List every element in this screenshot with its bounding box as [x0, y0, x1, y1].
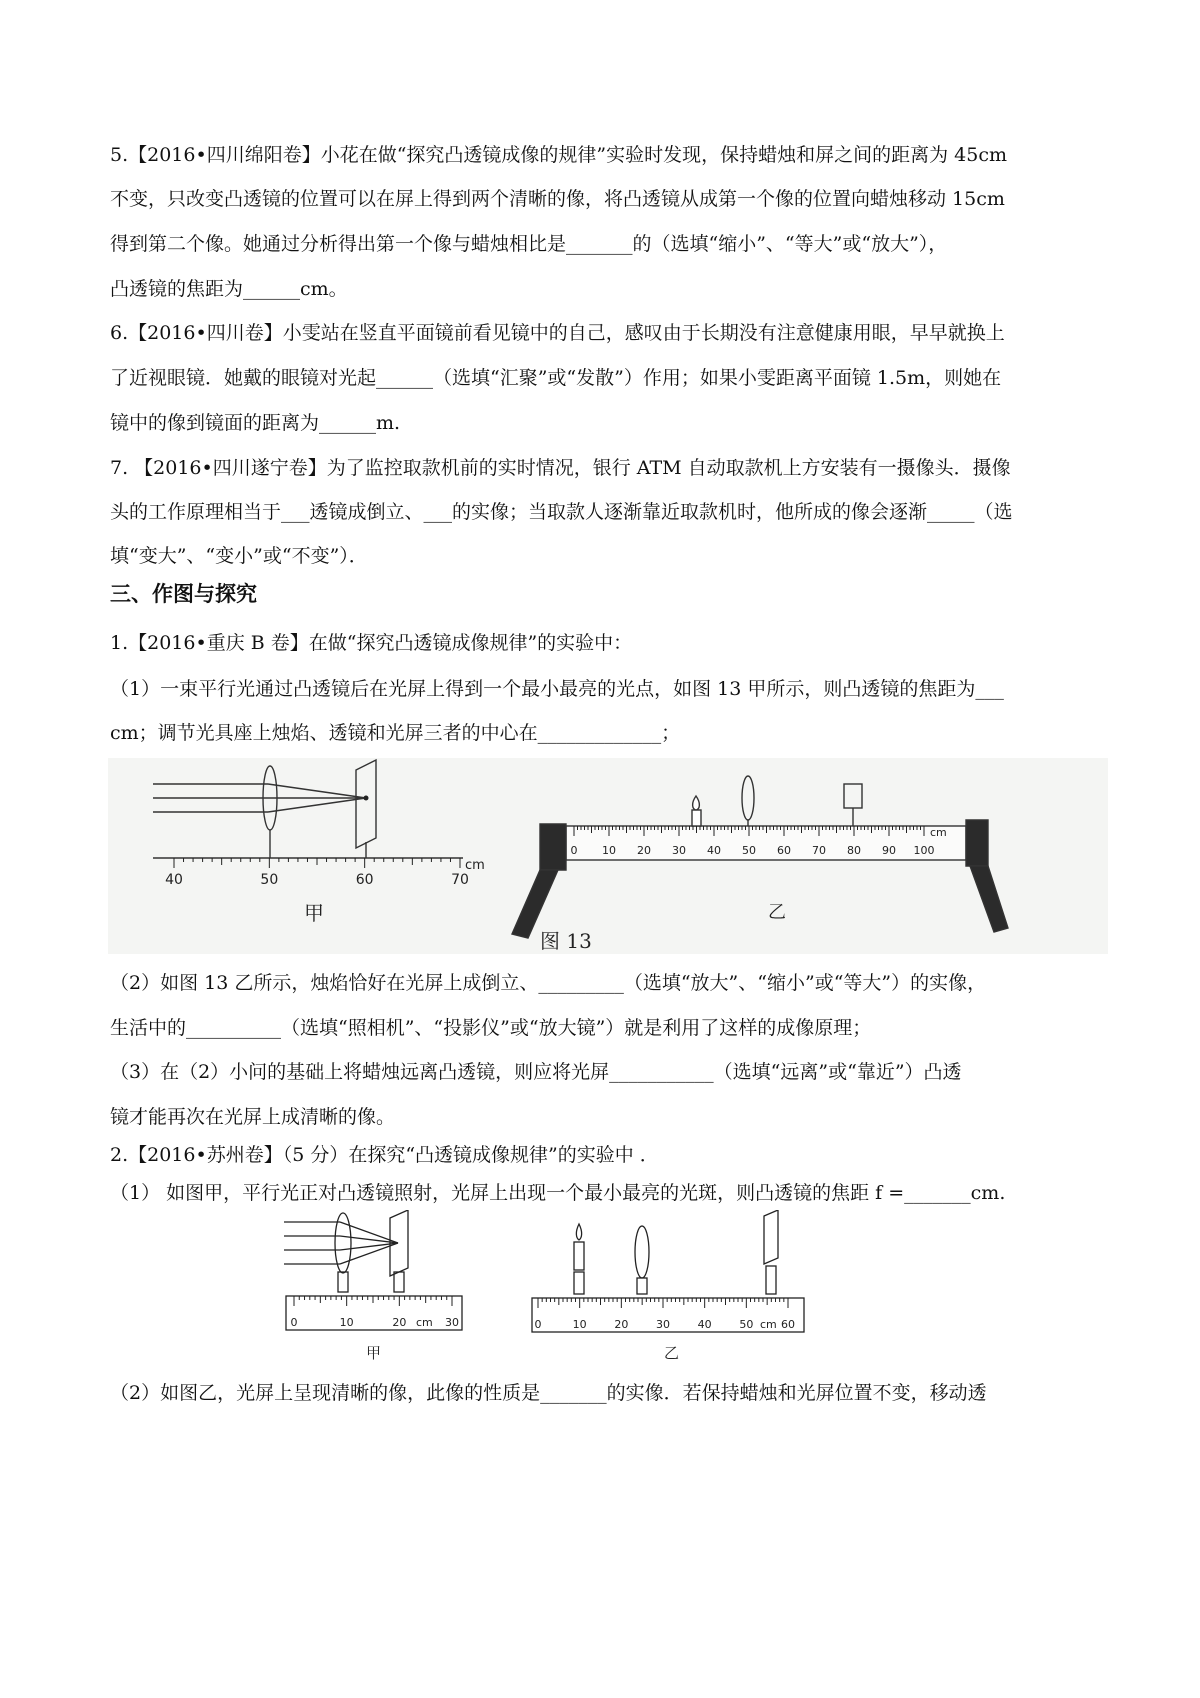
ruler-tick-label: 30 [656, 1318, 670, 1331]
bench-left-end [540, 824, 566, 870]
q5-line-1: 5.【2016•四川绵阳卷】小花在做“探究凸透镜成像的规律”实验时发现，保持蜡烛和屏之间的距离为 45cm [110, 144, 1007, 166]
p2-title: 2.【2016•苏州卷】（5 分）在探究“凸透镜成像规律”的实验中 ． [110, 1144, 659, 1166]
ruler-tick-label: 70 [812, 844, 826, 857]
ruler-tick-label: 50 [739, 1318, 754, 1331]
ruler-tick-label: 70 [451, 872, 469, 888]
fig2-b-candle [574, 1242, 584, 1270]
p1-s2-line-1: （2）如图 13 乙所示，烛焰恰好在光屏上成倒立、_________（选填“放大”、“缩小”或“等大”）的实像， [110, 972, 987, 994]
fig2-a-lens-holder [338, 1272, 348, 1292]
q6-line-2: 了近视眼镜．她戴的眼镜对光起______（选填“汇聚”或“发散”）作用；如果小雯距离平面镜 1.5m，则她在 [110, 367, 1002, 389]
ruler-tick-label: 20 [637, 844, 651, 857]
ruler-tick-label: 10 [339, 1316, 354, 1329]
focus-point [364, 796, 369, 801]
fig13-b-unit: cm [930, 826, 947, 839]
fig13-b-drawing [512, 776, 1008, 938]
fig2-a-label: 甲 [366, 1344, 382, 1362]
p1-s3-line-2: 镜才能再次在光屏上成清晰的像。 [110, 1106, 396, 1128]
ray-3-refracted [268, 798, 366, 812]
ruler-tick-label: 50 [742, 844, 756, 857]
ruler-tick-label: 60 [781, 1318, 795, 1331]
q5-line-2: 不变，只改变凸透镜的位置可以在屏上得到两个清晰的像，将凸透镜从成第一个像的位置向蜡烛移动 15cm [110, 188, 1005, 210]
fig2-b-label: 乙 [664, 1344, 680, 1362]
q7-line-3: 填“变大”、“变小”或“不变”）． [110, 545, 368, 567]
fig13-a-drawing [153, 760, 463, 858]
fig2-a-unit: cm [416, 1316, 433, 1329]
p1-s2-line-2: 生活中的__________（选填“照相机”、“投影仪”或“放大镜”）就是利用了这样的成像原理； [110, 1017, 872, 1039]
ruler-tick-label: 60 [355, 872, 374, 888]
q5-line-4: 凸透镜的焦距为______cm。 [110, 278, 348, 300]
ruler-tick-label: 0 [290, 1316, 298, 1329]
p2-s1: （1） 如图甲，平行光正对凸透镜照射，光屏上出现一个最小最亮的光斑，则凸透镜的焦距 f =_______cm. [110, 1182, 1006, 1204]
ruler-tick-label: 50 [260, 872, 279, 888]
fig2-a-lens [335, 1213, 351, 1273]
bench-right-end [966, 820, 988, 866]
fig2-a-drawing [284, 1210, 462, 1330]
q6-line-3: 镜中的像到镜面的距离为______m. [110, 412, 401, 434]
bench-screen [844, 784, 862, 808]
fig2-b-screen [764, 1210, 778, 1264]
fig2-b-unit: cm [760, 1318, 777, 1331]
fig2-a-ruler [286, 1296, 462, 1330]
p2-s2: （2）如图乙，光屏上呈现清晰的像，此像的性质是_______的实像．若保持蜡烛和光屏位置不变，移动透 [110, 1382, 987, 1404]
ruler-tick-label: 0 [570, 844, 578, 857]
ruler-tick-label: 80 [847, 844, 861, 857]
figure-2a [280, 1210, 470, 1370]
fig2-b-flame [576, 1224, 581, 1240]
q7-line-1: 7. 【2016•四川遂宁卷】为了监控取款机前的实时情况，银行 ATM 自动取款机上方安装有一摄像头．摄像 [110, 457, 1011, 479]
fig2-b-screen-holder [766, 1266, 776, 1294]
section-heading: 三、作图与探究 [110, 581, 257, 606]
ruler-tick-label: 40 [165, 872, 183, 888]
ruler-tick-label: 30 [672, 844, 686, 857]
fig13-a-label: 甲 [304, 901, 324, 925]
ruler-tick-label: 10 [572, 1318, 587, 1331]
ruler-tick-label: 20 [614, 1318, 629, 1331]
ruler-tick-label: 100 [913, 844, 935, 857]
p1-s1-line-2: cm；调节光具座上烛焰、透镜和光屏三者的中心在_____________； [110, 722, 681, 744]
bench-lens [742, 776, 754, 820]
ruler-tick-label: 20 [392, 1316, 407, 1329]
ruler-tick-label: 40 [707, 844, 721, 857]
bench-right-leg [970, 866, 1008, 932]
fig13-caption: 图 13 [540, 929, 592, 953]
fig2-a-screen-holder [394, 1272, 404, 1292]
ruler-tick-label: 60 [777, 844, 791, 857]
q6-line-1: 6.【2016•四川卷】小雯站在竖直平面镜前看见镜中的自己，感叹由于长期没有注意健康用眼，早早就换上 [110, 322, 1005, 344]
fig2-a-ticks [291, 1296, 460, 1329]
figure-2b [524, 1210, 814, 1370]
figure-2b-svg [524, 1210, 814, 1370]
fig13-b-label: 乙 [768, 902, 786, 923]
p1-s1-line-1: （1）一束平行光通过凸透镜后在光屏上得到一个最小最亮的光点，如图 13 甲所示，则凸透镜的焦距为___ [110, 678, 1004, 700]
ruler-tick-label: 0 [534, 1318, 542, 1331]
ray-1-refracted [268, 784, 366, 798]
p1-title: 1.【2016•重庆 B 卷】在做“探究凸透镜成像规律”的实验中： [110, 632, 633, 654]
fig2-b-candle-holder [574, 1272, 584, 1294]
figure-2a-svg [280, 1210, 470, 1370]
bench-left-leg [512, 870, 558, 938]
fig2-b-lens-holder [637, 1278, 647, 1294]
q7-line-2: 头的工作原理相当于___透镜成倒立、___的实像；当取款人逐渐靠近取款机时，他所成的像会逐渐_____（选 [110, 501, 1013, 523]
q5-line-3: 得到第二个像。她通过分析得出第一个像与蜡烛相比是_______的（选填“缩小”、“等大”或“放大”）， [110, 233, 948, 255]
candle [692, 810, 701, 826]
ruler-tick-label: 90 [882, 844, 896, 857]
fig2-b-drawing [532, 1210, 804, 1332]
p1-s3-line-1: （3）在（2）小问的基础上将蜡烛远离凸透镜，则应将光屏___________（选填“远离”或“靠近”）凸透 [110, 1061, 962, 1083]
fig13-a-unit: cm [465, 858, 485, 873]
figure-13 [108, 758, 1108, 954]
figure-13-svg [108, 758, 1108, 954]
ruler-tick-label: 10 [602, 844, 616, 857]
fig2-b-ticks [535, 1298, 796, 1331]
candle-flame [693, 796, 700, 810]
fig13-a-ticks [165, 858, 469, 888]
light-screen [356, 760, 376, 848]
ruler-tick-label: 40 [697, 1318, 712, 1331]
fig2-b-lens [635, 1226, 649, 1278]
ruler-tick-label: 30 [445, 1316, 459, 1329]
